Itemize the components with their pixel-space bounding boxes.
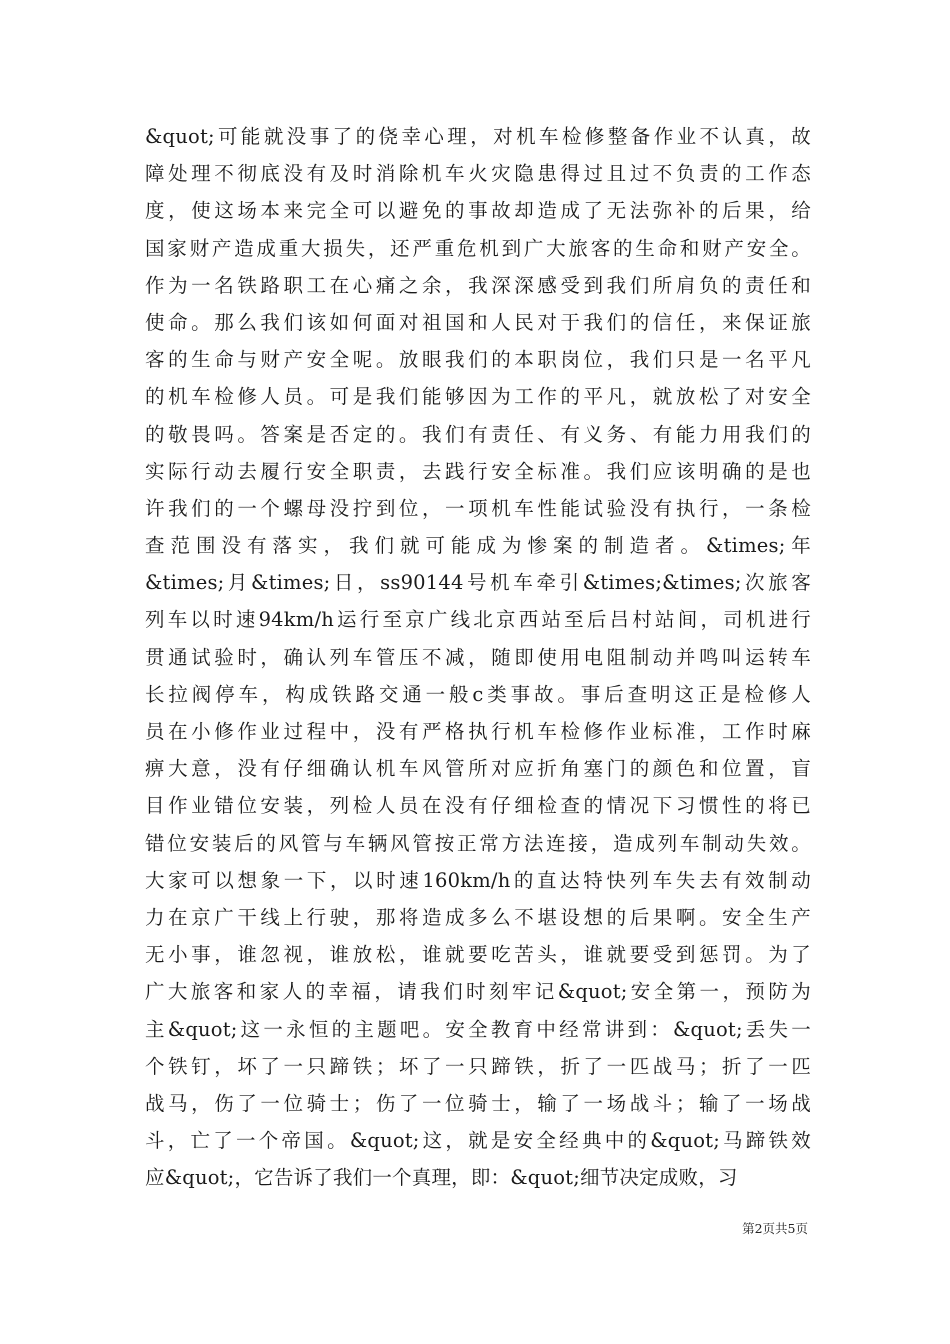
text-line-10: 实际行动去履行安全职责，去践行安全标准。我们应该明确的是也 — [145, 459, 811, 483]
text-line-22: 力在京广干线上行驶，那将造成多么不堪设想的后果啊。安全生产 — [145, 905, 811, 929]
text-line-6: 使命。那么我们该如何面对祖国和人民对于我们的信任，来保证旅 — [145, 310, 811, 334]
text-line-28: 斗，亡了一个帝国。&quot;这，就是安全经典中的&quot;马蹄铁效 — [145, 1129, 811, 1153]
page-number: 第2页共5页 — [742, 1221, 808, 1236]
text-line-1: &quot;可能就没事了的侥幸心理，对机车检修整备作业不认真，故 — [145, 125, 811, 148]
text-line-19: 目作业错位安装，列检人员在没有仔细检查的情况下习惯性的将已 — [145, 794, 811, 818]
text-line-5: 作为一名铁路职工在心痛之余，我深深感受到我们所肩负的责任和 — [145, 273, 811, 297]
text-line-26: 个铁钉，坏了一只蹄铁；坏了一只蹄铁，折了一匹战马；折了一匹 — [145, 1054, 811, 1078]
text-line-7: 客的生命与财产安全呢。放眼我们的本职岗位，我们只是一名平凡 — [145, 348, 811, 372]
text-line-20: 错位安装后的风管与车辆风管按正常方法连接，造成列车制动失效。 — [145, 831, 811, 855]
text-line-15: 贯通试验时，确认列车管压不减，随即使用电阻制动并鸣叫运转车 — [145, 645, 811, 669]
text-line-27: 战马，伤了一位骑士；伤了一位骑士，输了一场战斗；输了一场战 — [145, 1091, 811, 1115]
text-line-29: 应&quot;，它告诉了我们一个真理，即：&quot;细节决定成败，习 — [145, 1166, 738, 1190]
document-body — [145, 118, 811, 1196]
text-line-13: &times;月&times;日，ss90144号机车牵引&times;&times;次旅客 — [145, 571, 811, 595]
text-line-23: 无小事，谁忽视，谁放松，谁就要吃苦头，谁就要受到惩罚。为了 — [145, 943, 811, 967]
text-line-21: 大家可以想象一下，以时速160km/h的直达特快列车失去有效制动 — [145, 868, 811, 892]
text-line-25: 主&quot;这一永恒的主题吧。安全教育中经常讲到：&quot;丢失一 — [145, 1017, 811, 1041]
text-line-8: 的机车检修人员。可是我们能够因为工作的平凡，就放松了对安全 — [145, 385, 811, 409]
text-line-3: 度，使这场本来完全可以避免的事故却造成了无法弥补的后果，给 — [145, 199, 811, 223]
text-line-4: 国家财产造成重大损失，还严重危机到广大旅客的生命和财产安全。 — [145, 236, 811, 260]
text-line-9: 的敬畏吗。答案是否定的。我们有责任、有义务、有能力用我们的 — [145, 422, 811, 446]
text-line-14: 列车以时速94km/h运行至京广线北京西站至后吕村站间，司机进行 — [145, 608, 811, 632]
text-line-16: 长拉阀停车，构成铁路交通一般c类事故。事后查明这正是检修人 — [145, 682, 811, 706]
text-line-11: 许我们的一个螺母没拧到位，一项机车性能试验没有执行，一条检 — [145, 496, 811, 520]
text-line-18: 痹大意，没有仔细确认机车风管所对应折角塞门的颜色和位置，盲 — [145, 757, 811, 781]
text-line-17: 员在小修作业过程中，没有严格执行机车检修作业标准，工作时麻 — [145, 720, 811, 743]
text-line-2: 障处理不彻底没有及时消除机车火灾隐患得过且过不负责的工作态 — [145, 162, 811, 186]
text-line-24: 广大旅客和家人的幸福，请我们时刻牢记&quot;安全第一，预防为 — [145, 980, 811, 1004]
text-line-12: 查范围没有落实，我们就可能成为惨案的制造者。&times;年 — [145, 534, 811, 558]
